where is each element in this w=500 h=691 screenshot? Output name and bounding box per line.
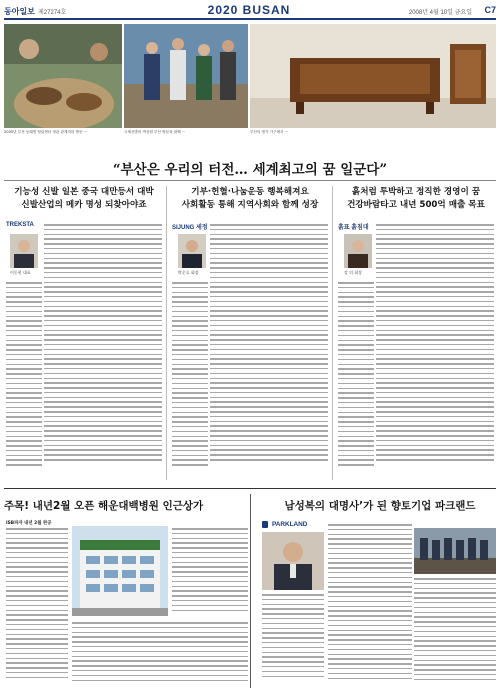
masthead [4, 3, 496, 20]
column-3-body-b [338, 282, 374, 474]
photo-furniture-bed [250, 24, 496, 128]
bottom-left-body-a [6, 528, 68, 686]
photo-shoe-factory [4, 24, 122, 128]
paper-name: 동아일보 [4, 7, 35, 16]
caption-2: 국제신발의 박상원 부산 방문과 함께 ··· [124, 130, 186, 134]
column-divider-2 [332, 186, 333, 480]
column-1-body-a [44, 224, 162, 474]
bottom-right-body-a [262, 594, 324, 686]
issue-number: 제27274호 [38, 10, 67, 16]
bottom-left-subhead: ISB파자 내년 2월 완공 [6, 521, 52, 526]
column-3-headline-line-2: 건강바람타고 내년 500억 매출 목표 [347, 200, 485, 210]
photo-building [72, 526, 168, 616]
bottom-right-body-c [414, 578, 496, 686]
parkland-logo: PARKLAND [272, 521, 308, 528]
main-title: “부산은 우리의 터전… 세계최고의 꿈 일군다” [112, 162, 388, 178]
bottom-right-body-b [328, 524, 412, 686]
column-2-body-b [172, 282, 208, 474]
column-2-headline-line-2: 사회활동 통해 지역사회와 함께 성장 [181, 200, 319, 210]
section-divider [4, 488, 496, 489]
column-1-headline [4, 186, 164, 212]
photo-executive [262, 532, 324, 590]
caption-1: 2005년 부산 동래별 힐링센터 정관 관계자의 방문 ··· [4, 130, 88, 134]
parkland-mark-icon [262, 521, 268, 528]
bottom-right-headline: 남성복의 대명사’가 된 향토기업 파크랜드 [284, 500, 476, 512]
person-name-2: 박순호 회장 [178, 270, 199, 275]
bottom-left-body-c [72, 622, 248, 686]
heuk-bed-logo: 흙표 흙침대 [338, 225, 369, 231]
treksta-logo: TREKSTA [6, 222, 34, 228]
bottom-left-headline: 주목! 내년2월 오픈 해운대백병원 인근상가 [4, 500, 204, 512]
column-2-headline [170, 186, 330, 212]
portrait-1 [10, 234, 38, 268]
column-divider-1 [166, 186, 167, 480]
column-2-body-a [210, 224, 328, 474]
column-1-body-b [6, 282, 42, 474]
bottom-divider [250, 494, 251, 688]
sejung-logo: SIJUNG 세정 [172, 225, 208, 231]
bottom-left-body-b [172, 528, 248, 618]
title-divider [4, 180, 496, 181]
photo-store-interior [414, 528, 496, 574]
portrait-3 [344, 234, 372, 268]
page-number: C7 [484, 5, 496, 15]
portrait-2 [178, 234, 206, 268]
photo-store-people [124, 24, 248, 128]
caption-3: 부산의 명가 가구에서 ··· [250, 130, 289, 134]
column-3-body-a [376, 224, 494, 474]
column-3-headline-line-1: 흙처럼 투박하고 정직한 경영이 꿈 [351, 187, 481, 197]
column-3-headline [336, 186, 496, 212]
issue-date: 2008년 4월 10일 금요일 [408, 10, 472, 16]
section-title: 2020 BUSAN [207, 3, 291, 17]
column-2-headline-line-1: 기부·헌혈·나눔운동 행복해져요 [191, 187, 309, 197]
column-1-headline-line-2: 신발산업의 메카 명성 되찾아야죠 [21, 200, 147, 210]
person-name-3: 강 의 회장 [344, 270, 362, 275]
column-1-headline-line-1: 기능성 신발 일본 중국 대만등서 대박 [14, 187, 154, 197]
person-name-1: 이동현 대표 [10, 270, 31, 275]
